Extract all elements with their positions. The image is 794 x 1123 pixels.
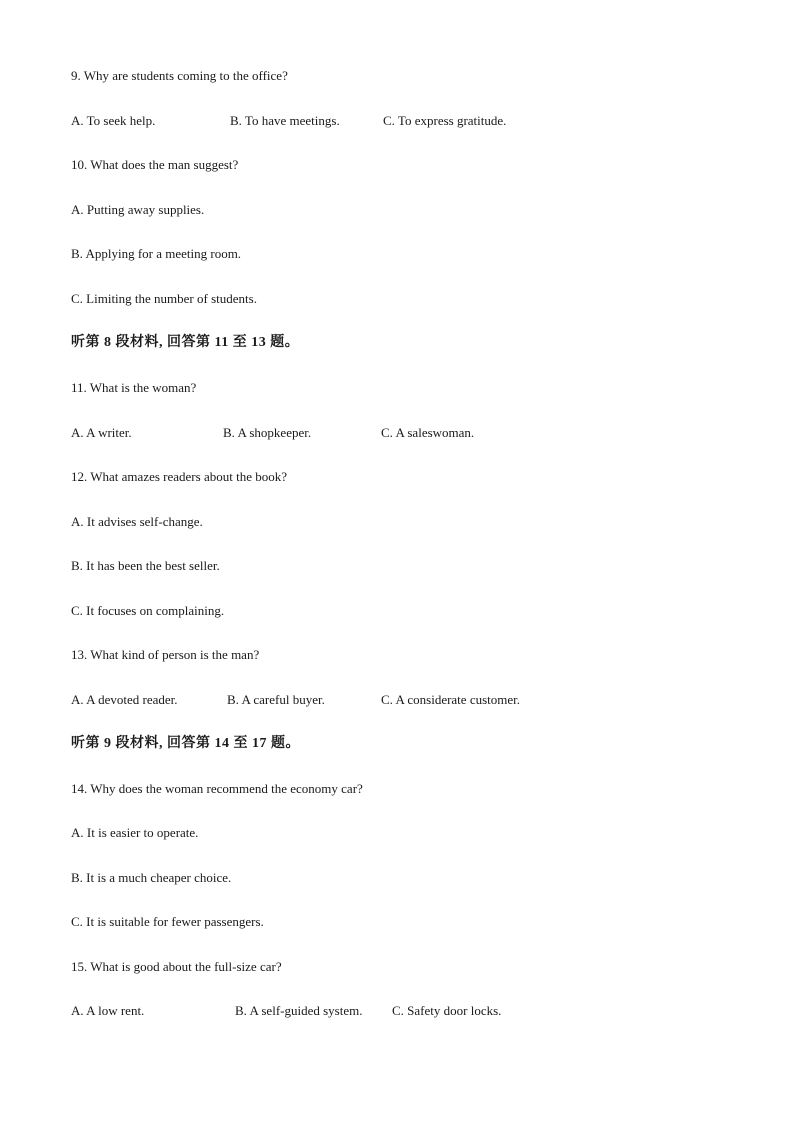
q10-option-a: A. Putting away supplies. bbox=[71, 202, 205, 217]
q12-option-b: B. It has been the best seller. bbox=[71, 558, 220, 573]
q13-option-c: C. A considerate customer. bbox=[381, 692, 521, 707]
q11-option-a: A. A writer. bbox=[71, 425, 132, 440]
q10-stem: 10. What does the man suggest? bbox=[71, 157, 239, 172]
q14-stem: 14. Why does the woman recommend the economy car? bbox=[71, 781, 363, 796]
q14-option-c: C. It is suitable for fewer passengers. bbox=[71, 914, 264, 929]
q13-option-b: B. A careful buyer. bbox=[227, 692, 325, 707]
q11-stem: 11. What is the woman? bbox=[71, 380, 197, 395]
q15-option-b: B. A self-guided system. bbox=[235, 1003, 363, 1018]
q13-option-a: A. A devoted reader. bbox=[71, 692, 178, 707]
q14-option-a: A. It is easier to operate. bbox=[71, 825, 199, 840]
q9-option-b: B. To have meetings. bbox=[230, 113, 340, 128]
q9-options bbox=[71, 113, 671, 129]
q9-stem: 9. Why are students coming to the office? bbox=[71, 68, 288, 83]
q11-option-b: B. A shopkeeper. bbox=[223, 425, 312, 440]
q14-option-b: B. It is a much cheaper choice. bbox=[71, 870, 232, 885]
q13-stem: 13. What kind of person is the man? bbox=[71, 647, 260, 662]
q10-option-b: B. Applying for a meeting room. bbox=[71, 246, 242, 261]
q11-option-c: C. A saleswoman. bbox=[381, 425, 475, 440]
q15-option-c: C. Safety door locks. bbox=[392, 1003, 502, 1018]
q11-options bbox=[71, 425, 671, 441]
section-9-heading: 听第 9 段材料, 回答第 14 至 17 题。 bbox=[71, 736, 300, 751]
q9-option-a: A. To seek help. bbox=[71, 113, 156, 128]
q12-stem: 12. What amazes readers about the book? bbox=[71, 469, 287, 484]
q12-option-c: C. It focuses on complaining. bbox=[71, 603, 225, 618]
q15-stem: 15. What is good about the full-size car? bbox=[71, 959, 282, 974]
q15-options bbox=[71, 1003, 671, 1019]
section-8-heading: 听第 8 段材料, 回答第 11 至 13 题。 bbox=[71, 335, 300, 350]
q10-option-c: C. Limiting the number of students. bbox=[71, 291, 257, 306]
q12-option-a: A. It advises self-change. bbox=[71, 514, 203, 529]
q15-option-a: A. A low rent. bbox=[71, 1003, 145, 1018]
q13-options bbox=[71, 692, 671, 708]
q9-option-c: C. To express gratitude. bbox=[383, 113, 507, 128]
